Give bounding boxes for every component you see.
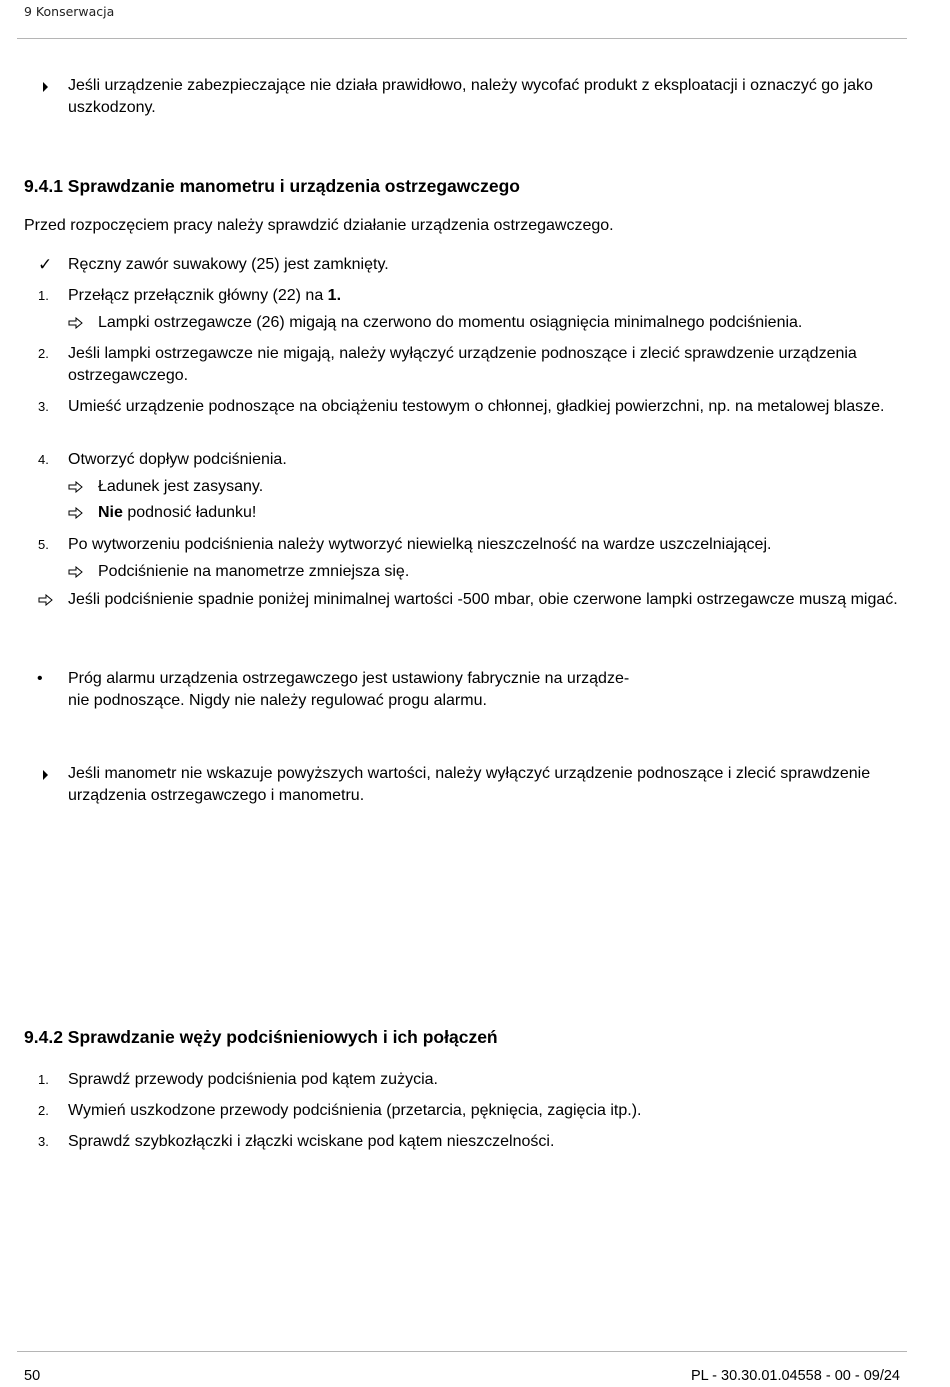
step-text: Po wytworzeniu podciśnienia należy wytworzyć niewielką nieszczelność na wardze uszczelniającej. [68, 536, 772, 553]
step-number: 2. [38, 346, 49, 361]
triangle-bullet-icon [24, 763, 64, 785]
step-item [24, 1131, 904, 1153]
chapter-header: 9 Konserwacja [24, 4, 115, 19]
step-number: 1. [38, 1072, 49, 1087]
bullet-icon: • [37, 670, 43, 687]
step-number: 3. [38, 399, 49, 414]
instruction-text: Jeśli urządzenie zabezpieczające nie działa prawidłowo, należy wycofać produkt z eksploatacji i oznaczyć go jako uszkodzony. [68, 77, 873, 116]
instruction-item [24, 763, 904, 807]
result-item [24, 312, 904, 334]
triangle-bullet-icon [24, 75, 64, 97]
step-number: 3. [38, 1134, 49, 1149]
document-code: PL - 30.30.01.04558 - 00 - 09/24 [690, 1368, 900, 1384]
result-item [24, 476, 904, 498]
result-text: Lampki ostrzegawcze (26) migają na czerwono do momentu osiągnięcia minimalnego podciśnienia. [98, 314, 803, 331]
step-text: Otworzyć dopływ podciśnienia. [68, 451, 287, 468]
result-arrow-icon [54, 312, 94, 334]
final-result-text: Jeśli podciśnienie spadnie poniżej minimalnej wartości -500 mbar, obie czerwone lampki ostrzegawcze muszą migać. [68, 591, 898, 608]
result-arrow-icon [54, 561, 94, 583]
bullet-note [24, 668, 904, 712]
step-text: Sprawdź szybkozłączki i złączki wciskane pod kątem nieszczelności. [68, 1133, 555, 1150]
result-item [24, 561, 904, 583]
step-text: Wymień uszkodzone przewody podciśnienia (przetarcia, pęknięcia, zagięcia itp.). [68, 1102, 642, 1119]
section-heading: 9.4.2 Sprawdzanie węży podciśnieniowych i ich połączeń [24, 1027, 498, 1047]
bullet-note-text: Próg alarmu urządzenia ostrzegawczego jest ustawiony fabrycznie na urządze- nie podnoszące. Nigdy nie należy regulować progu alarmu. [68, 670, 630, 709]
precondition-text: Ręczny zawór suwakowy (25) jest zamknięty. [68, 256, 389, 273]
result-item [24, 502, 904, 524]
footer-divider [17, 1351, 907, 1352]
step-item [24, 396, 904, 418]
step-text: Jeśli lampki ostrzegawcze nie migają, należy wyłączyć urządzenie podnoszące i zlecić sprawdzenie urządzenia ostrzegawczego. [68, 345, 857, 384]
precondition-item [24, 254, 904, 276]
result-arrow-icon [54, 502, 94, 524]
step-item [24, 534, 904, 556]
page-number: 50 [24, 1368, 41, 1384]
result-arrow-icon [54, 476, 94, 498]
final-result-item [24, 589, 904, 611]
step-item [24, 343, 904, 387]
result-arrow-icon [24, 589, 64, 611]
step-item [24, 1100, 904, 1122]
result-text: Podciśnienie na manometrze zmniejsza się. [98, 563, 410, 580]
step-number: 5. [38, 537, 49, 552]
step-item [24, 1069, 904, 1091]
step-item [24, 285, 904, 307]
section-intro: Przed rozpoczęciem pracy należy sprawdzić działanie urządzenia ostrzegawczego. [24, 217, 614, 234]
instruction-item [24, 75, 904, 119]
instruction-text: Jeśli manometr nie wskazuje powyższych wartości, należy wyłączyć urządzenie podnoszące i zlecić sprawdzenie urządzenia ostrzegawczego i manometru. [68, 765, 871, 804]
result-text: Ładunek jest zasysany. [98, 478, 264, 495]
checkmark-icon: ✓ [38, 255, 53, 274]
step-number: 2. [38, 1103, 49, 1118]
result-text: Nie podnosić ładunku! [98, 504, 257, 521]
step-text: Umieść urządzenie podnoszące na obciążeniu testowym o chłonnej, gładkiej powierzchni, np. na metalowej blasze. [68, 398, 885, 415]
section-heading: 9.4.1 Sprawdzanie manometru i urządzenia ostrzegawczego [24, 176, 520, 196]
step-item [24, 449, 904, 471]
header-divider [17, 38, 907, 39]
step-text: Przełącz przełącznik główny (22) na 1. [68, 287, 342, 304]
step-number: 1. [38, 288, 49, 303]
step-text: Sprawdź przewody podciśnienia pod kątem zużycia. [68, 1071, 438, 1088]
step-number: 4. [38, 452, 49, 467]
